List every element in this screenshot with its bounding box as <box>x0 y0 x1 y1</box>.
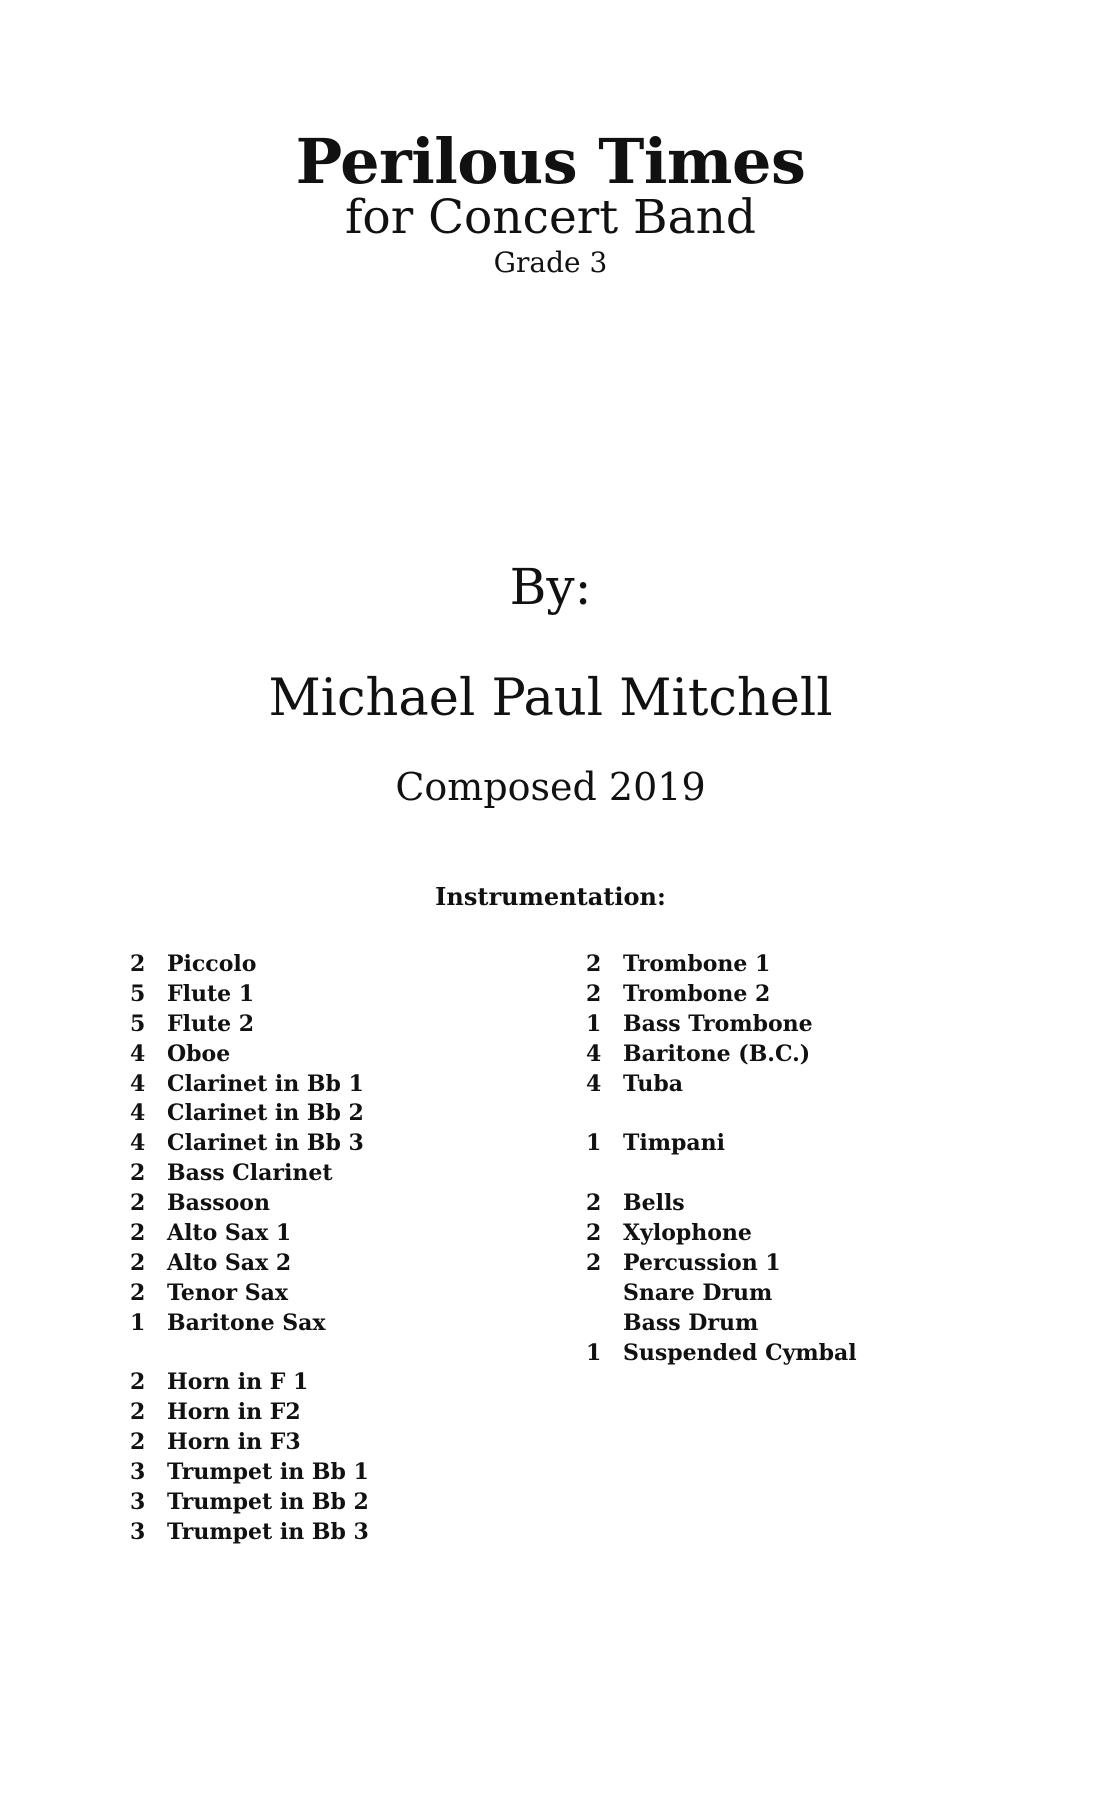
instrument-count: 2 <box>130 1190 146 1217</box>
instrument-name: Horn in F2 <box>167 1399 301 1426</box>
instrument-row <box>586 1010 857 1040</box>
instrument-name: Piccolo <box>167 951 257 977</box>
instrument-row <box>586 980 857 1010</box>
instrument-count: 2 <box>586 1220 602 1247</box>
instrument-count: 2 <box>130 1369 146 1396</box>
instrument-count: 2 <box>130 1249 146 1276</box>
instrument-row <box>586 1249 857 1279</box>
instrument-count: 2 <box>130 1429 146 1456</box>
piece-title: Perilous Times <box>295 125 806 198</box>
instrument-count <box>586 1279 623 1309</box>
instrument-row <box>586 1189 857 1219</box>
composed-year: Composed 2019 <box>395 765 706 809</box>
instrument-row <box>586 950 857 980</box>
instrument-name: Clarinet in Bb 2 <box>167 1100 364 1127</box>
instrument-row <box>130 1010 369 1040</box>
instrument-row <box>130 1099 369 1129</box>
instrument-count: 2 <box>130 1220 146 1247</box>
instrument-name: Suspended Cymbal <box>623 1339 857 1366</box>
instrument-name: Baritone (B.C.) <box>623 1040 811 1067</box>
instrument-name: Tuba <box>623 1070 683 1097</box>
instrument-count: 4 <box>586 1040 602 1067</box>
instrument-name: Timpani <box>623 1130 725 1157</box>
instrument-count: 2 <box>586 1190 602 1217</box>
instrument-name: Trumpet in Bb 1 <box>167 1459 369 1486</box>
instrument-row <box>130 1070 369 1100</box>
instrument-row <box>586 1099 857 1129</box>
instrument-name: Bassoon <box>167 1190 270 1217</box>
instrument-name: Baritone Sax <box>167 1309 326 1336</box>
instrument-count <box>130 1339 167 1369</box>
instrument-row <box>130 1488 369 1518</box>
instrument-count: 2 <box>586 951 602 977</box>
instrument-name: Oboe <box>167 1040 231 1067</box>
instrument-row <box>130 1518 369 1548</box>
instrument-count: 2 <box>130 1279 146 1306</box>
instrument-name: Horn in F3 <box>167 1429 301 1456</box>
instrument-count: 3 <box>130 1518 146 1545</box>
instrument-count: 5 <box>130 1010 146 1037</box>
instrument-count <box>586 1099 623 1129</box>
instrument-name: Bass Trombone <box>623 1010 813 1037</box>
instrument-name: Trombone 2 <box>623 980 771 1007</box>
instrument-row <box>586 1129 857 1159</box>
instrument-row <box>586 1070 857 1100</box>
instrument-name: Xylophone <box>623 1220 752 1247</box>
instrument-row <box>586 1159 857 1189</box>
instrument-row <box>130 1129 369 1159</box>
instrument-count: 1 <box>586 1339 602 1366</box>
instrument-count: 2 <box>586 1249 602 1276</box>
instrument-row <box>130 1428 369 1458</box>
instrument-count: 2 <box>586 980 602 1007</box>
instrument-name: Bass Clarinet <box>167 1160 333 1187</box>
instrument-count: 4 <box>130 1100 146 1127</box>
instrument-row <box>586 1219 857 1249</box>
instrument-row <box>130 980 369 1010</box>
instrument-count: 4 <box>586 1070 602 1097</box>
piece-subtitle: for Concert Band <box>345 190 756 245</box>
instrument-name: Trumpet in Bb 2 <box>167 1489 369 1516</box>
instrument-name: Clarinet in Bb 1 <box>167 1070 364 1097</box>
instrument-count: 3 <box>130 1459 146 1486</box>
instrument-row <box>130 1279 369 1309</box>
instrument-row <box>586 1339 857 1369</box>
instrument-row <box>586 1279 857 1309</box>
instrument-count: 2 <box>130 951 146 977</box>
instrument-count: 1 <box>586 1010 602 1037</box>
instrument-row <box>130 1249 369 1279</box>
composer-name: Michael Paul Mitchell <box>268 669 833 728</box>
instrument-count: 4 <box>130 1040 146 1067</box>
instrument-name: Percussion 1 <box>623 1249 781 1276</box>
instrument-name: Alto Sax 1 <box>167 1220 292 1247</box>
instrument-count: 4 <box>130 1070 146 1097</box>
instrument-count: 2 <box>130 1160 146 1187</box>
instrument-name: Horn in F 1 <box>167 1369 309 1396</box>
instrument-count <box>586 1159 623 1189</box>
instrument-row <box>130 1309 369 1339</box>
instrument-name: Clarinet in Bb 3 <box>167 1130 364 1157</box>
instrumentation-right-column <box>586 950 857 1368</box>
instrument-name: Flute 2 <box>167 1010 255 1037</box>
instrument-count: 1 <box>130 1309 146 1336</box>
instrument-row <box>586 1040 857 1070</box>
instrument-row <box>130 1219 369 1249</box>
instrument-name: Bass Drum <box>623 1309 759 1336</box>
instrument-count: 3 <box>130 1489 146 1516</box>
instrument-row <box>130 1458 369 1488</box>
instrument-name: Tenor Sax <box>167 1279 289 1306</box>
instrument-row <box>130 1398 369 1428</box>
instrument-row <box>130 1189 369 1219</box>
instrument-row <box>130 1368 369 1398</box>
instrument-name: Flute 1 <box>167 980 255 1007</box>
by-label: By: <box>509 558 592 616</box>
instrumentation-left-column <box>130 950 369 1548</box>
instrument-row <box>130 1159 369 1189</box>
instrument-row <box>130 950 369 980</box>
instrumentation-heading: Instrumentation: <box>435 882 666 911</box>
instrument-row <box>130 1040 369 1070</box>
instrument-count: 4 <box>130 1130 146 1157</box>
instrument-count <box>586 1309 623 1339</box>
instrument-name: Snare Drum <box>623 1279 773 1306</box>
instrument-name: Trombone 1 <box>623 951 771 977</box>
instrument-row <box>586 1309 857 1339</box>
instrument-name: Bells <box>623 1190 685 1217</box>
grade-level: Grade 3 <box>493 246 608 279</box>
instrument-count: 2 <box>130 1399 146 1426</box>
instrument-name: Alto Sax 2 <box>167 1249 292 1276</box>
instrument-name: Trumpet in Bb 3 <box>167 1518 369 1545</box>
instrument-row <box>130 1339 369 1369</box>
instrument-count: 5 <box>130 980 146 1007</box>
instrument-count: 1 <box>586 1130 602 1157</box>
